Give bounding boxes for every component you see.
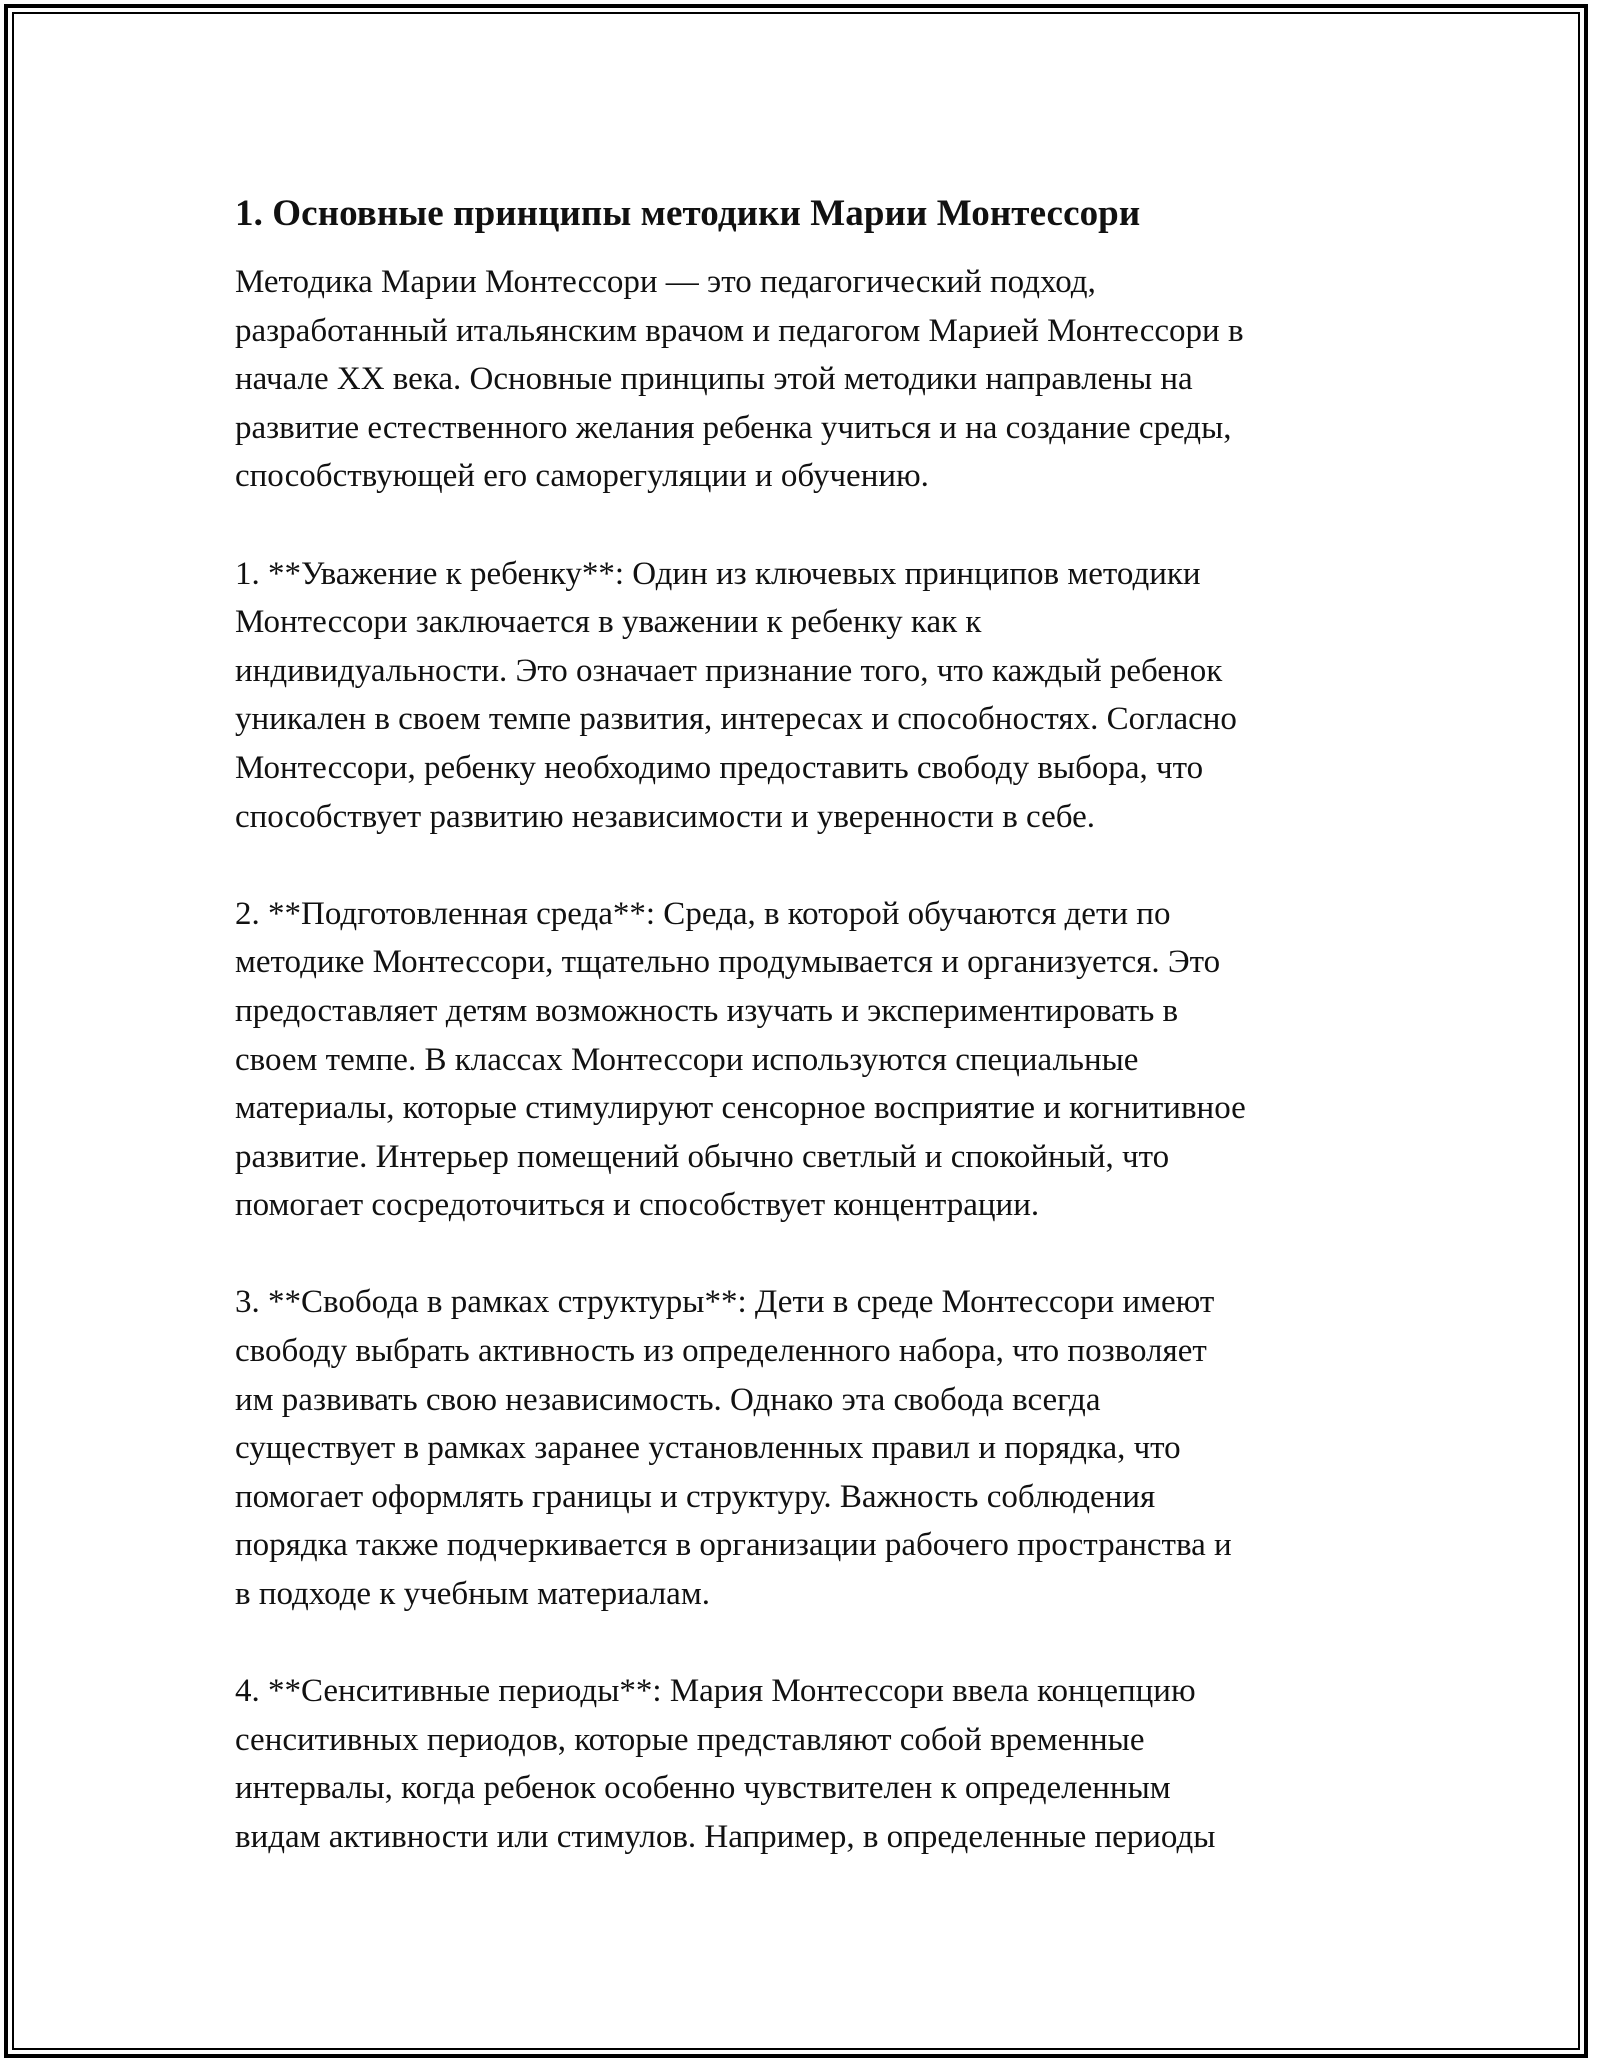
intro-paragraph: Методика Марии Монтессори — это педагогический подход, разработанный итальянским врачом и педагогом Марией Монтессори в начале XX века. Основные принципы этой методики направлены на развитие естественного желания ребенка учиться и на создание среды, способствующей его саморегуляции и обучению.: [235, 264, 1244, 495]
principle-paragraph-1: 1. **Уважение к ребенку**: Один из ключевых принципов методики Монтессори заключается в уважении к ребенку как к индивидуальности. Это означает признание того, что каждый ребенок уникален в своем темпе развития, интересах и способностях. Согласно Монтессори, ребенку необходимо предоставить свободу выбора, что способствует развитию независимости и уверенности в себе.: [235, 555, 1237, 835]
principle-paragraph-2: 2. **Подготовленная среда**: Среда, в которой обучаются дети по методике Монтессори, тщательно продумывается и организуется. Это предоставляет детям возможность изучать и экспериментировать в своем темпе. В классах Монтессори используются специальные материалы, которые стимулируют сенсорное восприятие и когнитивное развитие. Интерьер помещений обычно светлый и спокойный, что помогает сосредоточиться и способствует концентрации.: [235, 895, 1246, 1224]
document-body: [235, 186, 1375, 1862]
principle-paragraph-3: 3. **Свобода в рамках структуры**: Дети в среде Монтессори имеют свободу выбрать активность из определенного набора, что позволяет им развивать свою независимость. Однако эта свобода всегда существует в рамках заранее установленных правил и порядка, что помогает оформлять границы и структуру. Важность соблюдения порядка также подчеркивается в организации рабочего пространства и в подходе к учебным материалам.: [235, 1284, 1232, 1613]
principle-paragraph-4: 4. **Сенситивные периоды**: Мария Монтессори ввела концепцию сенситивных периодов, которые представляют собой временные интервалы, когда ребенок особенно чувствителен к определенным видам активности или стимулов. Например, в определенные периоды: [235, 1673, 1216, 1855]
section-heading: 1. Основные принципы методики Марии Монтессори: [235, 193, 1141, 234]
